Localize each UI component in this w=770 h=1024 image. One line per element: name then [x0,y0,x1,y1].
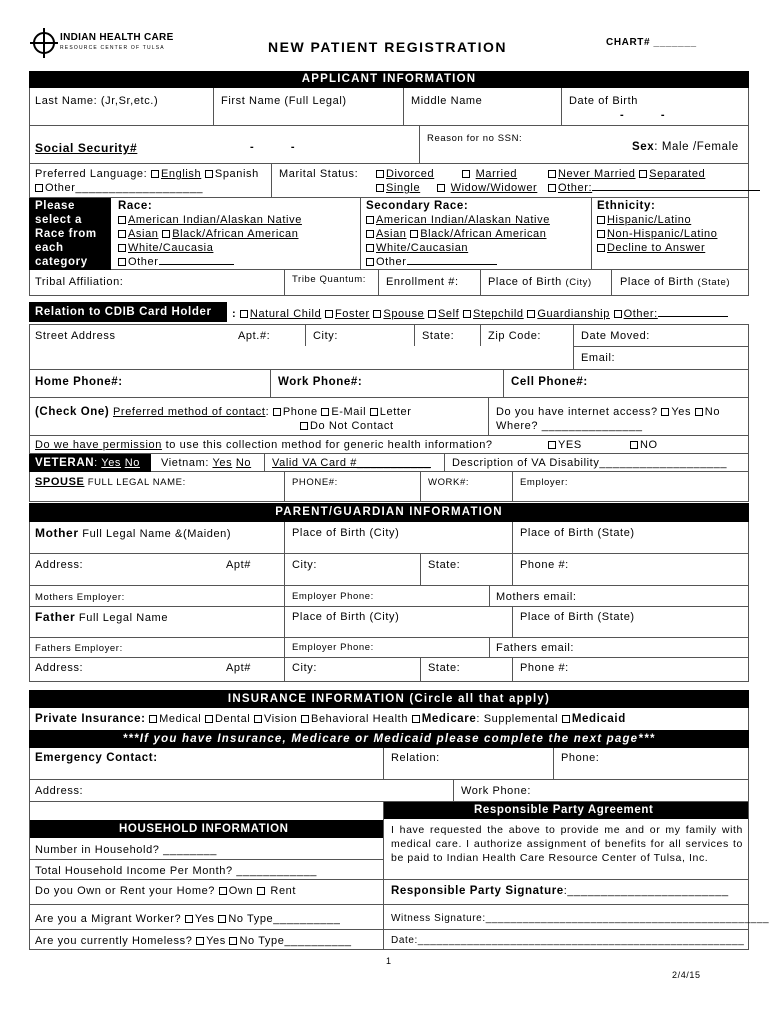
first-name-field[interactable]: First Name (Full Legal) [221,95,347,107]
dob-separators: - - [620,109,666,121]
parent-header: PARENT/GUARDIAN INFORMATION [29,503,749,522]
ethnicity-heading: Ethnicity: [597,200,656,212]
permission-yes[interactable]: YES [548,439,582,451]
permission-question: Do we have permission to use this collection method for generic health information? [35,439,493,451]
emergency-contact-field[interactable]: Emergency Contact: [35,752,158,764]
father-email[interactable]: Fathers email: [496,642,575,654]
middle-name-field[interactable]: Middle Name [411,95,483,107]
cell-phone-field[interactable]: Cell Phone#: [511,376,588,388]
father-employer[interactable]: Fathers Employer: [35,643,123,654]
household-number-field[interactable]: Number in Household? ________ [35,844,217,856]
marital-other[interactable]: Other: [548,182,760,194]
mother-apt[interactable]: Apt# [226,559,252,571]
race-instruction-1: select a [35,214,82,226]
ethnicity-hispanic[interactable]: Hispanic/Latino [597,214,691,226]
last-name-field[interactable]: Last Name: (Jr,Sr,etc.) [35,95,159,107]
marital-status-label: Marital Status: [279,168,359,180]
applicant-header: APPLICANT INFORMATION [29,71,749,88]
ethnicity-decline[interactable]: Decline to Answer [597,242,705,254]
emergency-work-phone-field[interactable]: Work Phone: [461,785,531,797]
home-phone-field[interactable]: Home Phone#: [35,376,123,388]
enrollment-field[interactable]: Enrollment #: [386,276,459,288]
father-state[interactable]: State: [428,662,461,674]
pob-city-field[interactable]: Place of Birth (City) [488,276,592,288]
race-instruction-4: category [35,256,88,268]
mother-pob-state[interactable]: Place of Birth (State) [520,527,635,539]
sex-field[interactable]: Sex: Male /Female [632,141,739,153]
where-field[interactable]: Where? _______________ [496,420,643,432]
migrant-worker-field: Are you a Migrant Worker? Yes No Type__________ [35,913,341,925]
do-not-contact[interactable]: Do Not Contact [300,420,394,432]
mother-state[interactable]: State: [428,559,461,571]
private-insurance-options: Private Insurance: Medical Dental Vision Behavioral Health Medicare: Supplemental Medicaid [35,713,626,725]
signature-field[interactable]: Responsible Party Signature:________________________ [391,885,729,897]
secondary-white[interactable]: White/Caucasian [366,242,468,254]
apt-field[interactable]: Apt.#: [238,330,271,342]
cdib-options: : Natural Child Foster Spouse Self Stepchild Guardianship Other: [232,308,728,320]
cdib-label: Relation to CDIB Card Holder [35,306,212,318]
secondary-asian[interactable]: Asian Black/African American [366,228,547,240]
reason-no-ssn-field[interactable]: Reason for no SSN: [427,133,523,144]
secondary-race-heading: Secondary Race: [366,200,469,212]
tribal-affiliation-field[interactable]: Tribal Affiliation: [35,276,124,288]
va-card-field[interactable]: Valid VA Card #___________ [272,457,431,469]
tribe-quantum-field[interactable]: Tribe Quantum: [292,274,367,285]
parent-block [29,522,749,682]
race-option-other[interactable]: Other [118,256,234,268]
dob-field[interactable]: Date of Birth [569,95,638,107]
homeless-field: Are you currently Homeless? Yes No Type__________ [35,935,352,947]
page-number: 1 [386,956,392,966]
insurance-header: INSURANCE INFORMATION (Circle all that apply) [29,690,749,708]
ssn-field[interactable]: Social Security# [35,141,138,155]
mother-pob-city[interactable]: Place of Birth (City) [292,527,400,539]
mother-phone[interactable]: Phone #: [520,559,569,571]
logo-subtitle: RESOURCE CENTER OF TULSA [60,45,165,51]
father-city[interactable]: City: [292,662,317,674]
pob-state-field[interactable]: Place of Birth (State) [620,276,731,288]
street-address-field[interactable]: Street Address [35,330,116,342]
spouse-phone-field[interactable]: PHONE#: [292,477,338,488]
mother-name-field[interactable]: Mother Full Legal Name &(Maiden) [35,526,232,540]
date-moved-field[interactable]: Date Moved: [581,330,650,342]
mother-employer[interactable]: Mothers Employer: [35,592,125,603]
household-income-field[interactable]: Total Household Income Per Month? ____________ [35,865,318,877]
work-phone-field[interactable]: Work Phone#: [278,376,363,388]
ethnicity-non-hispanic[interactable]: Non-Hispanic/Latino [597,228,717,240]
permission-no[interactable]: NO [630,439,658,451]
preferred-language: Preferred Language: English Spanish [35,168,259,180]
race-option-white[interactable]: White/Caucasia [118,242,213,254]
vietnam-field[interactable]: Vietnam: Yes No [161,457,252,469]
agreement-text: I have requested the above to provide me and or my family with medical care. I authorize assignment of benefits for all services to be paid to Indian Health Care Resource Center of Tulsa, Inc. [391,824,743,864]
secondary-other[interactable]: Other [366,256,497,268]
insurance-note: ***If you have Insurance, Medicare or Medicaid please complete the next page*** [29,730,749,748]
logo [30,28,185,62]
secondary-american-indian[interactable]: American Indian/Alaskan Native [366,214,550,226]
household-header: HOUSEHOLD INFORMATION [119,823,289,835]
father-pob-city[interactable]: Place of Birth (City) [292,611,400,623]
mother-email[interactable]: Mothers email: [496,591,577,603]
witness-field[interactable]: Witness Signature:______________________________________________ [391,913,770,924]
marital-married[interactable]: Married [462,168,517,180]
race-heading: Race: [118,200,153,212]
crosshair-icon [30,28,58,58]
veteran-field[interactable]: VETERAN: Yes No [35,457,140,469]
checkbox[interactable] [151,170,159,178]
responsible-header: Responsible Party Agreement [474,804,654,816]
race-instruction-0: Please [35,200,76,212]
spouse-name-field[interactable]: SPOUSE FULL LEGAL NAME: [35,476,186,488]
race-instruction-2: Race from [35,228,97,240]
city-field[interactable]: City: [313,330,338,342]
marital-single[interactable]: Single [376,182,420,194]
row-phones [29,370,749,398]
checkbox[interactable] [35,184,43,192]
mother-city[interactable]: City: [292,559,317,571]
spouse-work-field[interactable]: WORK#: [428,477,470,488]
race-instruction-3: each [35,242,64,254]
father-phone[interactable]: Phone #: [520,662,569,674]
revision-date: 2/4/15 [672,970,701,980]
other-language[interactable]: Other___________________ [35,182,203,194]
emergency-relation-field[interactable]: Relation: [391,752,440,764]
father-address[interactable]: Address: [35,662,84,674]
marital-divorced[interactable]: Divorced [376,168,434,180]
mother-address[interactable]: Address: [35,559,84,571]
state-field[interactable]: State: [422,330,455,342]
race-option-asian[interactable]: Asian Black/African American [118,228,299,240]
va-disability-field[interactable]: Description of VA Disability___________________ [452,457,728,469]
race-option-american-indian[interactable]: American Indian/Alaskan Native [118,214,302,226]
spouse-employer-field[interactable]: Employer: [520,477,569,488]
mother-employer-phone[interactable]: Employer Phone: [292,591,374,602]
emergency-phone-field[interactable]: Phone: [561,752,600,764]
emergency-address-field[interactable]: Address: [35,785,84,797]
page-title: NEW PATIENT REGISTRATION [268,39,507,55]
father-apt[interactable]: Apt# [226,662,252,674]
marital-widow[interactable]: Widow/Widower [437,182,537,194]
logo-name: INDIAN HEALTH CARE [60,32,174,43]
email-field[interactable]: Email: [581,352,616,364]
marital-never-married[interactable]: Never Married Separated [548,168,705,180]
zip-field[interactable]: Zip Code: [488,330,542,342]
checkbox[interactable] [205,170,213,178]
chart-number[interactable]: CHART# _______ [606,37,697,48]
ssn-separators: - - [250,141,296,153]
father-pob-state[interactable]: Place of Birth (State) [520,611,635,623]
internet-access: Do you have internet access? Yes No [496,406,721,418]
own-rent-field: Do you Own or Rent your Home? Own Rent [35,885,297,897]
contact-method: (Check One) Preferred method of contact: Phone E-Mail Letter [35,406,412,418]
father-employer-phone[interactable]: Employer Phone: [292,642,374,653]
date-field[interactable]: Date:_____________________________________________________ [391,935,745,946]
father-name-field[interactable]: Father Full Legal Name [35,610,169,624]
